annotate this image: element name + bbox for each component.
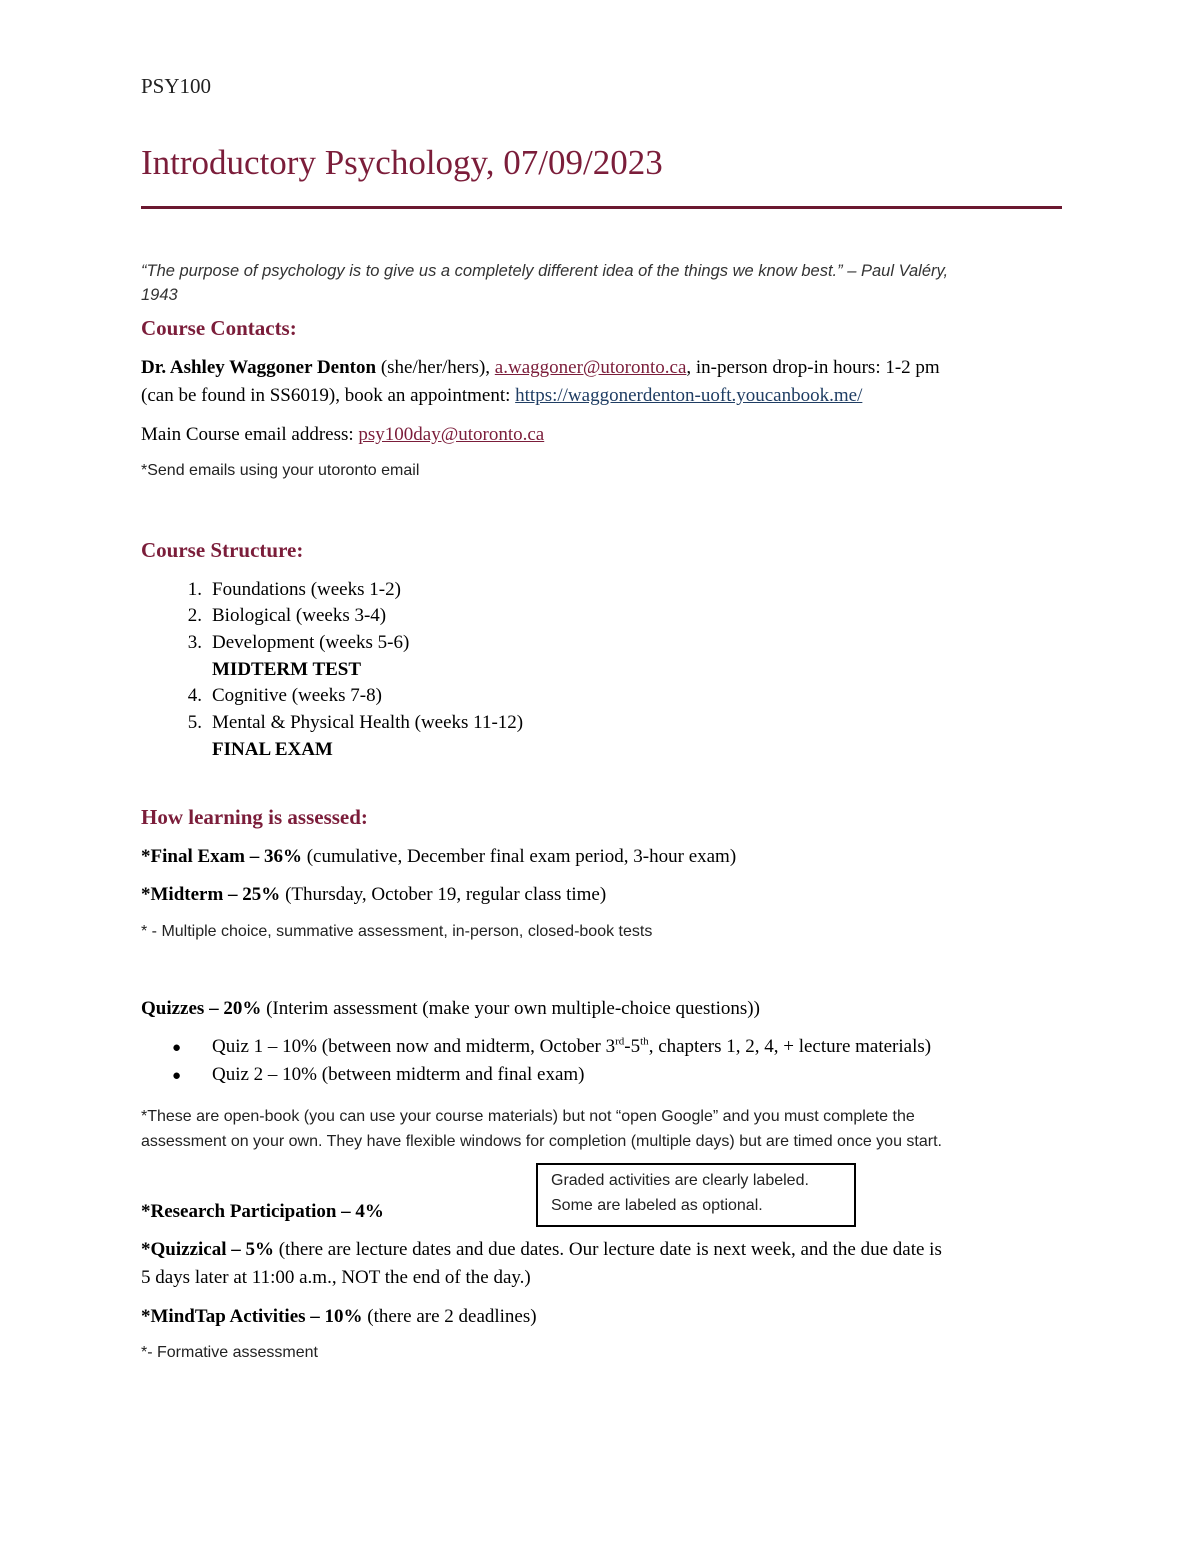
ordinal-suffix: th xyxy=(640,1035,649,1048)
final-exam-details: (cumulative, December final exam period, 3-hour exam) xyxy=(301,846,737,867)
bullet-icon: ● xyxy=(172,1068,182,1084)
final-exam-line xyxy=(141,843,736,871)
quizzical-line xyxy=(141,1236,942,1264)
research-participation-line: *Research Participation – 4% xyxy=(141,1201,384,1222)
quiz-1-text: Quiz 1 – 10% (between now and midterm, October 3 xyxy=(212,1036,616,1057)
quizzical-weight: *Quizzical – 5% xyxy=(141,1239,274,1260)
midterm-marker: MIDTERM TEST xyxy=(212,659,362,680)
main-email-line xyxy=(141,421,544,449)
instructor-line xyxy=(141,354,940,382)
list-item-number: 5. xyxy=(187,712,202,733)
quiz-1-text: , chapters 1, 2, 4, + lecture materials) xyxy=(648,1036,932,1057)
list-item: Foundations (weeks 1-2) xyxy=(212,579,401,600)
quizzical-line-2: 5 days later at 11:00 a.m., NOT the end of the day.) xyxy=(141,1267,531,1288)
list-item-number: 1. xyxy=(187,579,202,600)
final-exam-weight: *Final Exam – 36% xyxy=(141,846,302,867)
quiz-1-item xyxy=(212,1036,931,1058)
office-hours-text: , in-person drop-in hours: 1-2 pm xyxy=(686,357,940,378)
list-item: Mental & Physical Health (weeks 11-12) xyxy=(212,712,524,733)
main-email-label: Main Course email address: xyxy=(141,424,359,445)
contacts-heading: Course Contacts: xyxy=(141,316,297,340)
assessment-heading: How learning is assessed: xyxy=(141,805,368,829)
quizzes-details: (Interim assessment (make your own multiple-choice questions)) xyxy=(261,998,760,1019)
callout-line-1: Graded activities are clearly labeled. xyxy=(551,1172,809,1189)
summative-note: * - Multiple choice, summative assessment, in-person, closed-book tests xyxy=(141,923,653,940)
instructor-email-link[interactable]: a.waggoner@utoronto.ca xyxy=(494,357,687,378)
epigraph-quote xyxy=(141,259,1041,307)
booking-prefix: (can be found in SS6019), book an appointment: xyxy=(141,385,516,406)
list-item-number: 2. xyxy=(187,605,202,626)
midterm-details: (Thursday, October 19, regular class time) xyxy=(280,884,607,905)
mindtap-line xyxy=(141,1303,537,1331)
midterm-line xyxy=(141,881,606,909)
page-title: Introductory Psychology, 07/09/2023 xyxy=(141,143,663,182)
quizzes-weight: Quizzes – 20% xyxy=(141,998,262,1019)
quizzical-details: (there are lecture dates and due dates. Our lecture date is next week, and the due date is xyxy=(273,1239,942,1260)
list-item-number: 4. xyxy=(187,685,202,706)
quote-line-1: “The purpose of psychology is to give us a completely different idea of the things we know best.” – Paul Valéry, xyxy=(141,262,949,280)
booking-line xyxy=(141,382,862,410)
bullet-icon: ● xyxy=(172,1040,182,1056)
list-item: Biological (weeks 3-4) xyxy=(212,605,387,626)
mindtap-details: (there are 2 deadlines) xyxy=(362,1306,537,1327)
title-divider xyxy=(141,206,1062,209)
quiz-1-text: -5 xyxy=(624,1036,641,1057)
instructor-name: Dr. Ashley Waggoner Denton xyxy=(141,357,377,378)
instructor-pronouns: (she/her/hers), xyxy=(376,357,495,378)
email-note: *Send emails using your utoronto email xyxy=(141,462,420,479)
quiz-2-item: Quiz 2 – 10% (between midterm and final exam) xyxy=(212,1064,585,1085)
open-book-line-1: *These are open-book (you can use your course materials) but not “open Google” and you must complete the xyxy=(141,1108,915,1125)
list-item-number: 3. xyxy=(187,632,202,653)
open-book-note xyxy=(141,1104,942,1154)
booking-link[interactable]: https://waggonerdenton-uoft.youcanbook.me/ xyxy=(515,385,863,406)
formative-note: *- Formative assessment xyxy=(141,1344,318,1361)
quote-line-2: 1943 xyxy=(141,286,178,304)
main-email-link[interactable]: psy100day@utoronto.ca xyxy=(358,424,545,445)
running-header: PSY100 xyxy=(141,74,212,98)
structure-heading: Course Structure: xyxy=(141,538,304,562)
midterm-weight: *Midterm – 25% xyxy=(141,884,281,905)
list-item: Development (weeks 5-6) xyxy=(212,632,410,653)
mindtap-weight: *MindTap Activities – 10% xyxy=(141,1306,363,1327)
final-exam-marker: FINAL EXAM xyxy=(212,739,333,760)
quizzes-line xyxy=(141,995,760,1023)
list-item: Cognitive (weeks 7-8) xyxy=(212,685,382,706)
open-book-line-2: assessment on your own. They have flexible windows for completion (multiple days) but are timed once you start. xyxy=(141,1133,942,1150)
callout-line-2: Some are labeled as optional. xyxy=(551,1197,763,1214)
ordinal-suffix: rd xyxy=(615,1035,625,1048)
